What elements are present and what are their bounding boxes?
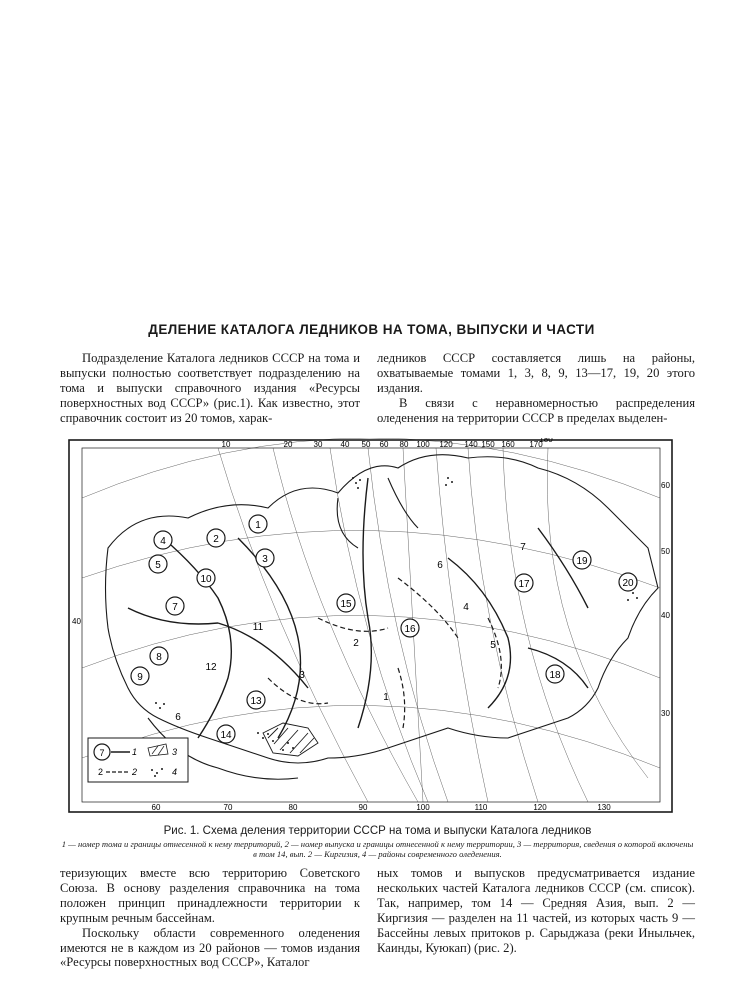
issue-number: 1 bbox=[383, 692, 389, 703]
text-column-4 bbox=[377, 866, 695, 955]
legend-key-1: 1 bbox=[132, 747, 138, 757]
svg-text:150: 150 bbox=[481, 440, 495, 449]
volume-label-7 bbox=[166, 597, 184, 615]
volume-number: 2 bbox=[213, 534, 219, 545]
map-svg bbox=[68, 438, 674, 816]
volume-number: 1 bbox=[255, 520, 261, 531]
svg-text:30: 30 bbox=[313, 440, 323, 449]
volume-label-9 bbox=[131, 667, 149, 685]
issue-number: 7 bbox=[520, 542, 526, 553]
section-heading: ДЕЛЕНИЕ КАТАЛОГА ЛЕДНИКОВ НА ТОМА, ВЫПУСКИ И ЧАСТИ bbox=[148, 322, 595, 337]
volume-number: 9 bbox=[137, 672, 143, 683]
text-column-1 bbox=[60, 351, 360, 426]
volume-number: 17 bbox=[518, 579, 530, 590]
issue-number: 3 bbox=[299, 670, 305, 681]
legend-volume-sample: 7 bbox=[99, 748, 105, 758]
svg-text:180: 180 bbox=[539, 438, 553, 444]
svg-text:30: 30 bbox=[661, 709, 670, 718]
legend-issue-sample: 2 bbox=[98, 767, 104, 777]
volume-boundaries bbox=[128, 478, 588, 738]
svg-text:140: 140 bbox=[464, 440, 478, 449]
glaciation-dots bbox=[155, 477, 638, 751]
svg-text:130: 130 bbox=[597, 803, 611, 812]
map-legend bbox=[88, 738, 188, 782]
issue-number: 2 bbox=[353, 638, 359, 649]
legend-key-4: 4 bbox=[172, 767, 178, 777]
svg-text:100: 100 bbox=[416, 803, 430, 812]
volume-label-14 bbox=[217, 725, 235, 743]
figure-map bbox=[68, 438, 674, 816]
volume-number: 10 bbox=[200, 574, 212, 585]
volume-label-17 bbox=[515, 574, 533, 592]
svg-text:90: 90 bbox=[358, 803, 368, 812]
volume-label-1 bbox=[249, 515, 267, 533]
svg-text:60: 60 bbox=[661, 481, 670, 490]
coastline bbox=[106, 455, 659, 780]
issue-number: 5 bbox=[490, 640, 496, 651]
volume-number: 3 bbox=[262, 554, 268, 565]
volume-number: 13 bbox=[250, 696, 262, 707]
svg-text:80: 80 bbox=[399, 440, 409, 449]
svg-text:160: 160 bbox=[501, 440, 515, 449]
volume-number: 16 bbox=[404, 624, 416, 635]
issue-number: 6 bbox=[175, 712, 181, 723]
svg-text:80: 80 bbox=[288, 803, 298, 812]
volume-number: 5 bbox=[155, 560, 161, 571]
volume-number: 7 bbox=[172, 602, 178, 613]
caption-legend: 1 — номер тома и границы отнесенной к нему территорий, 2 — номер выпуска и границы отнесенной к нему территории, 3 — территория, сведения о которой включены в том 14, вып. 2 — Киргизия, 4 — районы современного оледенения. bbox=[61, 839, 694, 859]
volume-label-8 bbox=[150, 647, 168, 665]
svg-text:10: 10 bbox=[221, 440, 231, 449]
svg-text:40: 40 bbox=[72, 617, 81, 626]
figure-caption bbox=[60, 824, 695, 859]
volume-label-18 bbox=[546, 665, 564, 683]
svg-text:60: 60 bbox=[379, 440, 389, 449]
text-column-3 bbox=[60, 866, 360, 970]
bottom-ticks bbox=[152, 803, 612, 812]
svg-text:40: 40 bbox=[340, 440, 350, 449]
volume-label-19 bbox=[573, 551, 591, 569]
volume-label-20 bbox=[619, 573, 637, 591]
paragraph: ных томов и выпусков предусматривается издание нескольких частей Каталога ледников СССР (см. список). Так, например, том 14 — Средняя Азия, вып. 2 — Киргизия — разделен на 11 частей, из которых часть 9 — Бассейны левых притоков р. Сарыджаза (реки Иныльчек, Каинды, Куюкап) (рис. 2). bbox=[377, 866, 695, 955]
volume-number: 19 bbox=[576, 556, 588, 567]
svg-text:100: 100 bbox=[416, 440, 430, 449]
volume-number: 15 bbox=[340, 599, 352, 610]
volume-number: 20 bbox=[622, 578, 634, 589]
volume-number: 18 bbox=[549, 670, 561, 681]
svg-text:50: 50 bbox=[361, 440, 371, 449]
volume-label-10 bbox=[197, 569, 215, 587]
volume-number: 14 bbox=[220, 730, 232, 741]
volume-label-3 bbox=[256, 549, 274, 567]
svg-text:20: 20 bbox=[283, 440, 293, 449]
volume-label-2 bbox=[207, 529, 225, 547]
hatched-territory bbox=[263, 723, 318, 756]
svg-text:120: 120 bbox=[533, 803, 547, 812]
svg-text:70: 70 bbox=[223, 803, 233, 812]
volume-number: 4 bbox=[160, 536, 166, 547]
caption-title: Рис. 1. Схема деления территории СССР на тома и выпуски Каталога ледников bbox=[163, 825, 592, 837]
legend-key-2: 2 bbox=[132, 767, 138, 777]
issue-number: 4 bbox=[463, 602, 469, 613]
volume-number: 12 bbox=[205, 662, 217, 673]
svg-text:60: 60 bbox=[151, 803, 161, 812]
svg-text:120: 120 bbox=[439, 440, 453, 449]
svg-text:110: 110 bbox=[474, 803, 488, 812]
svg-text:170: 170 bbox=[529, 440, 543, 449]
paragraph: теризующих вместе всю территорию Советского Союза. В основу разделения справочника на тома положен принцип принадлежности территории к крупным речным бассейнам. bbox=[60, 866, 360, 925]
volume-label-5 bbox=[149, 555, 167, 573]
text-column-2 bbox=[377, 351, 695, 426]
volume-number: 11 bbox=[252, 622, 264, 633]
svg-text:50: 50 bbox=[661, 547, 670, 556]
volume-label-15 bbox=[337, 594, 355, 612]
volume-label-13 bbox=[247, 691, 265, 709]
svg-text:40: 40 bbox=[661, 611, 670, 620]
volume-label-4 bbox=[154, 531, 172, 549]
paragraph: В связи с неравномерностью распределения оледенения на территории СССР в пределах выделен- bbox=[377, 395, 695, 425]
issue-boundaries bbox=[268, 578, 501, 728]
volume-number: 8 bbox=[156, 652, 162, 663]
legend-key-3: 3 bbox=[172, 747, 178, 757]
paragraph: Поскольку области современного оледенения имеются не в каждом из 20 районов — томов издания «Ресурсы поверхностных вод СССР», Каталог bbox=[60, 925, 360, 970]
paragraph: ледников СССР составляется лишь на районы, охватываемые томами 1, 3, 8, 9, 13—17, 19, 20 этого издания. bbox=[377, 351, 695, 395]
volume-label-16 bbox=[401, 619, 419, 637]
issue-labels bbox=[175, 542, 526, 723]
paragraph: Подразделение Каталога ледников СССР на тома и выпуски полностью соответствует подразделению на тома и выпуски справочного издания «Ресурсы поверхностных вод СССР» (рис.1). Как известно, этот справочник состоит из 20 томов, харак- bbox=[60, 351, 360, 425]
volume-number: 6 bbox=[437, 560, 443, 571]
